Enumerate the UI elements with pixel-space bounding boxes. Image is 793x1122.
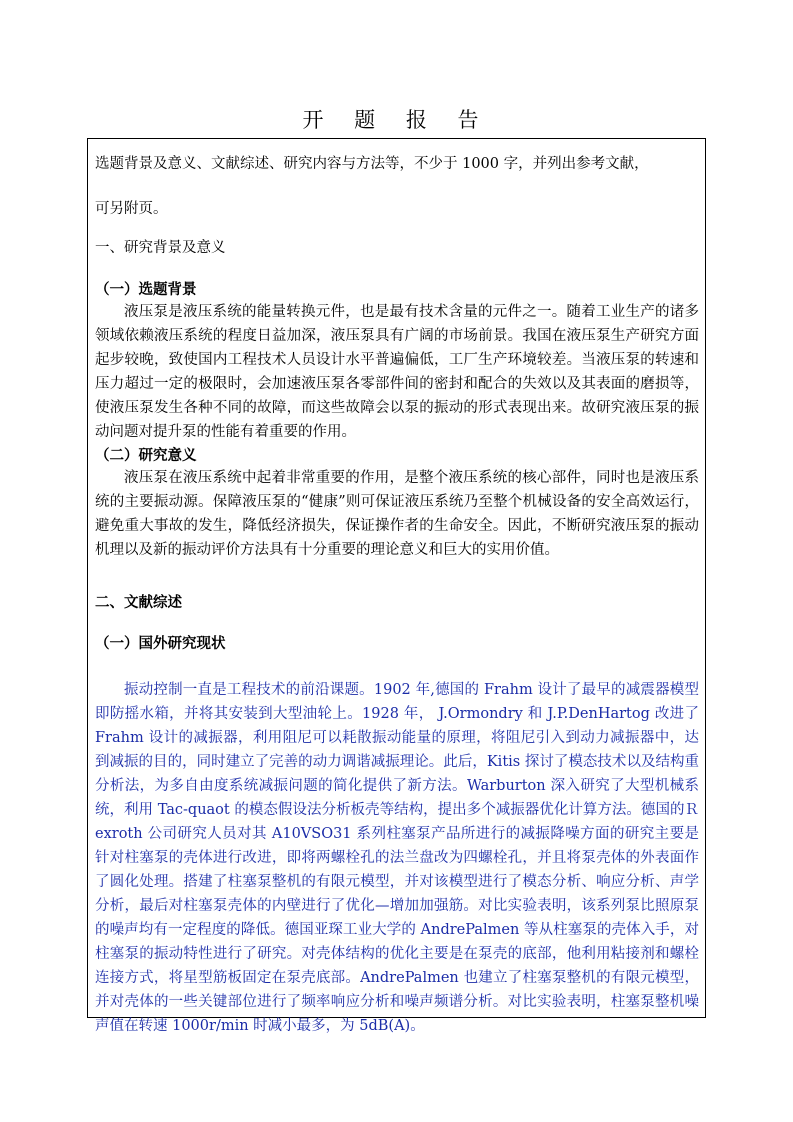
intro-line-2: 可另附页。: [95, 201, 168, 217]
section1-sub1-body: 液压泵是液压系统的能量转换元件，也是最有技术含量的元件之一。随着工业生产的诸多领域依赖液压系统的程度日益加深，液压泵具有广阔的市场前景。我国在液压泵生产研究方面起步较晚，致使国内工程技术人员设计水平普遍偏低，工厂生产环境较差。当液压泵的转速和压力超过一定的极限时，会加速液压泵各零部件间的密封和配合的失效以及其表面的磨损等，使液压泵发生各种不同的故障，而这些故障会以泵的振动的形式表现出来。故研究液压泵的振动问题对提升泵的性能有着重要的作用。: [95, 304, 699, 440]
section1-sub1-heading: （一）选题背景: [95, 282, 197, 298]
section2-sub1-heading: （一）国外研究现状: [95, 636, 226, 652]
section1-sub2-body: 液压泵在液压系统中起着非常重要的作用，是整个液压系统的核心部件，同时也是液压系统的主要振动源。保障液压泵的“健康”则可保证液压系统乃至整个机械设备的安全高效运行，避免重大事故的发生，降低经济损失，保证操作者的生命安全。因此，不断研究液压泵的振动机理以及新的振动评价方法具有十分重要的理论意义和巨大的实用价值。: [95, 470, 699, 558]
page-title: 开 题 报 告: [302, 108, 491, 132]
section2-sub1-body: 振动控制一直是工程技术的前沿课题。1902 年,德国的 Frahm 设计了最早的减震器模型即防摇水箱，并将其安装到大型油轮上。1928 年， J.Ormondry 和 J.P.DenHartog 改进了 Frahm 设计的减振器，利用阻尼可以耗散振动能量的原理，将阻尼引入到动力减振器中，达到减振的目的，同时建立了完善的动力调谐减振理论。此后，Kitis 探讨了模态技术以及结构重分析法，为多自由度系统减振问题的简化提供了新方法。Warburton 深入研究了大型机械系统，利用 Tac-quaot 的模态假设法分析板壳等结构，提出多个减振器优化计算方法。德国的Ｒexroth 公司研究人员对其 A10VSO31 系列柱塞泵产品所进行的减振降噪方面的研究主要是针对柱塞泵的壳体进行改进，即将两螺栓孔的法兰盘改为四螺栓孔，并且将泵壳体的外表面作了圆化处理。搭建了柱塞泵整机的有限元模型，并对该模型进行了模态分析、响应分析、声学分析，最后对柱塞泵壳体的内壁进行了优化—增加加强筋。对比实验表明，该系列泵比照原泵的噪声均有一定程度的降低。德国亚琛工业大学的 AndrePalmen 等从柱塞泵的壳体入手，对柱塞泵的振动特性进行了研究。对壳体结构的优化主要是在泵壳的底部，他利用粘接剂和螺栓连接方式，将星型筋板固定在泵壳底部。AndrePalmen 也建立了柱塞泵整机的有限元模型，并对壳体的一些关键部位进行了频率响应分析和噪声频谱分析。对比实验表明，柱塞泵整机噪声值在转速 1000r/min 时减小最多，为 5dB(A)。: [95, 682, 699, 1034]
section1-heading: 一、研究背景及意义: [95, 240, 226, 256]
section1-sub2-heading: （二）研究意义: [95, 448, 197, 464]
intro-line-1: 选题背景及意义、文献综述、研究内容与方法等，不少于 1000 字，并列出参考文献，: [95, 156, 649, 172]
section2-heading: 二、文献综述: [95, 595, 182, 611]
